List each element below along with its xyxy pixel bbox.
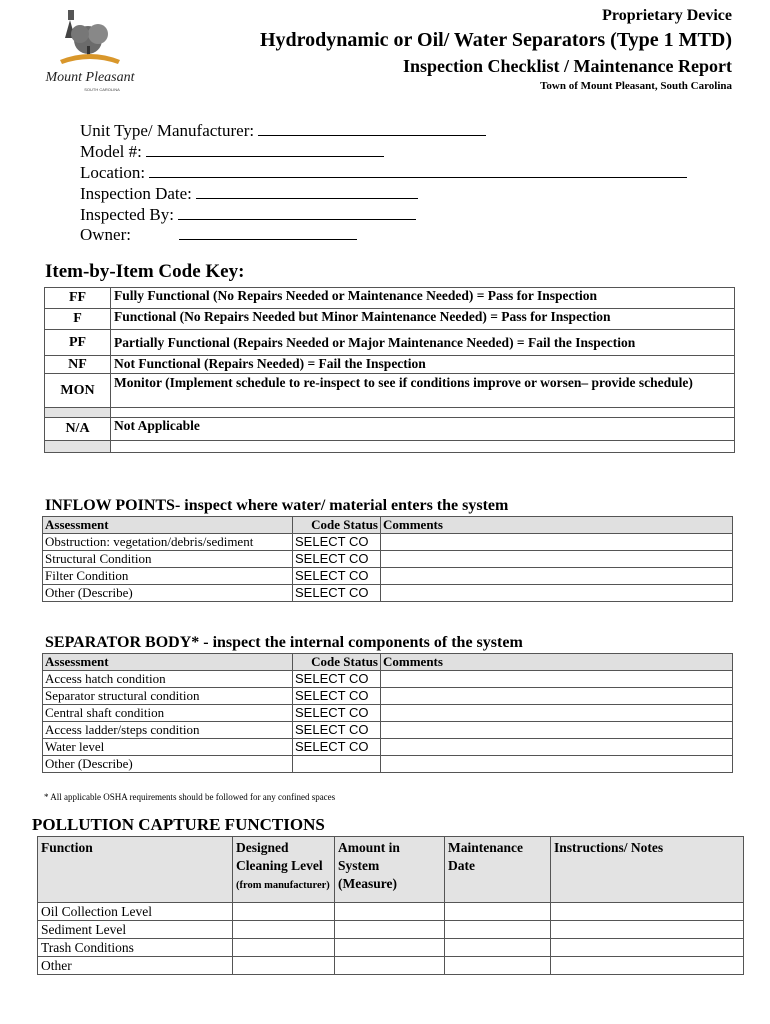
code-key-table: [44, 287, 735, 453]
designed-input[interactable]: [233, 939, 335, 957]
designed-header: [233, 837, 335, 903]
maintenance-date-header: Maintenance Date: [445, 837, 551, 903]
comment-input[interactable]: [381, 739, 733, 756]
code-status-select[interactable]: SELECT CO: [293, 551, 381, 568]
assessment-cell: Other (Describe): [43, 756, 293, 773]
separator-table: [42, 653, 733, 773]
model-blank[interactable]: [146, 142, 384, 157]
pollution-header-row: [38, 837, 744, 903]
owner-field[interactable]: [80, 224, 357, 245]
maintenance-date-input[interactable]: [445, 957, 551, 975]
table-row: [38, 921, 744, 939]
comments-header: Comments: [381, 517, 733, 534]
table-row: [38, 957, 744, 975]
code-row-nf: [45, 356, 735, 374]
code-row-ff: [45, 288, 735, 309]
table-row: [43, 585, 733, 602]
notes-input[interactable]: [551, 903, 744, 921]
separator-header-row: [43, 654, 733, 671]
comment-input[interactable]: [381, 756, 733, 773]
table-row: [43, 551, 733, 568]
assessment-header: Assessment: [43, 517, 293, 534]
code-row-blank: [45, 408, 735, 418]
desc-cell: Not Applicable: [111, 418, 735, 441]
table-row: [43, 756, 733, 773]
code-status-header: Code Status: [293, 517, 381, 534]
assessment-cell: Filter Condition: [43, 568, 293, 585]
assessment-cell: Other (Describe): [43, 585, 293, 602]
table-row: [43, 568, 733, 585]
assessment-cell: Separator structural condition: [43, 688, 293, 705]
assessment-cell: Water level: [43, 739, 293, 756]
code-row-blank: [45, 441, 735, 453]
table-row: [38, 903, 744, 921]
town-name: Town of Mount Pleasant, South Carolina: [540, 80, 732, 92]
table-row: [43, 739, 733, 756]
desc-cell: Fully Functional (No Repairs Needed or Maintenance Needed) = Pass for Inspection: [111, 288, 735, 309]
table-row: [43, 705, 733, 722]
function-cell: Oil Collection Level: [38, 903, 233, 921]
svg-text:SOUTH CAROLINA: SOUTH CAROLINA: [84, 87, 120, 92]
comment-input[interactable]: [381, 551, 733, 568]
function-header: Function: [38, 837, 233, 903]
comment-input[interactable]: [381, 671, 733, 688]
code-status-select[interactable]: SELECT CO: [293, 568, 381, 585]
designed-header-label: Designed Cleaning Level: [236, 840, 323, 873]
page-subtitle: Inspection Checklist / Maintenance Report: [403, 56, 732, 76]
maintenance-date-input[interactable]: [445, 921, 551, 939]
spacer-cell: [45, 441, 111, 453]
model-label: Model #:: [80, 142, 147, 161]
designed-input[interactable]: [233, 921, 335, 939]
location-blank[interactable]: [149, 163, 687, 178]
amount-header: Amount in System (Measure): [335, 837, 445, 903]
code-row-na: [45, 418, 735, 441]
amount-input[interactable]: [335, 939, 445, 957]
code-status-select[interactable]: SELECT CO: [293, 671, 381, 688]
inflow-header-row: [43, 517, 733, 534]
table-row: [43, 534, 733, 551]
spacer-cell: [111, 408, 735, 418]
svg-text:Mount Pleasant: Mount Pleasant: [45, 70, 135, 85]
comment-input[interactable]: [381, 568, 733, 585]
pollution-title: POLLUTION CAPTURE FUNCTIONS: [32, 815, 325, 834]
comment-input[interactable]: [381, 722, 733, 739]
location-field[interactable]: [80, 162, 687, 183]
spacer-cell: [45, 408, 111, 418]
notes-input[interactable]: [551, 939, 744, 957]
inspected-by-label: Inspected By:: [80, 205, 179, 224]
comment-input[interactable]: [381, 688, 733, 705]
designed-input[interactable]: [233, 903, 335, 921]
inflow-title: INFLOW POINTS- inspect where water/ material enters the system: [45, 497, 509, 514]
code-status-select[interactable]: SELECT CO: [293, 585, 381, 602]
code-row-mon: [45, 374, 735, 408]
device-type: Proprietary Device: [602, 7, 732, 24]
pollution-table: [37, 836, 744, 975]
code-status-select[interactable]: SELECT CO: [293, 534, 381, 551]
osha-note: * All applicable OSHA requirements should be followed for any confined spaces: [44, 792, 336, 802]
unit-type-field[interactable]: [80, 120, 486, 141]
code-status-select[interactable]: SELECT CO: [293, 705, 381, 722]
code-row-f: [45, 309, 735, 330]
amount-input[interactable]: [335, 957, 445, 975]
code-cell: FF: [45, 288, 111, 309]
page-title: Hydrodynamic or Oil/ Water Separators (Type 1 MTD): [259, 29, 732, 51]
comment-input[interactable]: [381, 534, 733, 551]
maintenance-date-input[interactable]: [445, 939, 551, 957]
owner-label: Owner:: [80, 225, 131, 244]
code-cell: MON: [45, 374, 111, 408]
owner-blank[interactable]: [179, 225, 357, 240]
comment-input[interactable]: [381, 705, 733, 722]
table-row: [38, 939, 744, 957]
inspection-date-blank[interactable]: [196, 184, 418, 199]
notes-input[interactable]: [551, 921, 744, 939]
spacer-cell: [111, 441, 735, 453]
desc-cell: Functional (No Repairs Needed but Minor Maintenance Needed) = Pass for Inspection: [111, 309, 735, 330]
code-key-title: Item-by-Item Code Key:: [45, 261, 245, 282]
amount-input[interactable]: [335, 903, 445, 921]
designed-header-note: (from manufacturer): [236, 880, 330, 891]
assessment-cell: Access ladder/steps condition: [43, 722, 293, 739]
model-field[interactable]: [80, 141, 384, 162]
separator-title: SEPARATOR BODY* - inspect the internal components of the system: [45, 634, 523, 651]
code-row-pf: [45, 330, 735, 356]
table-row: [43, 722, 733, 739]
assessment-cell: Central shaft condition: [43, 705, 293, 722]
assessment-header: Assessment: [43, 654, 293, 671]
location-label: Location:: [80, 163, 150, 182]
code-cell: F: [45, 309, 111, 330]
inflow-table: [42, 516, 733, 602]
code-status-select[interactable]: SELECT CO: [293, 739, 381, 756]
code-cell: NF: [45, 356, 111, 374]
amount-input[interactable]: [335, 921, 445, 939]
assessment-cell: Access hatch condition: [43, 671, 293, 688]
assessment-cell: Structural Condition: [43, 551, 293, 568]
notes-header: Instructions/ Notes: [551, 837, 744, 903]
town-logo: [40, 8, 140, 96]
maintenance-date-input[interactable]: [445, 903, 551, 921]
function-cell: Sediment Level: [38, 921, 233, 939]
inspected-by-field[interactable]: [80, 204, 416, 225]
code-cell: N/A: [45, 418, 111, 441]
comments-header: Comments: [381, 654, 733, 671]
function-cell: Other: [38, 957, 233, 975]
inspection-date-label: Inspection Date:: [80, 184, 197, 203]
code-status-header: Code Status: [293, 654, 381, 671]
code-status-select[interactable]: [293, 756, 381, 773]
unit-type-label: Unit Type/ Manufacturer:: [80, 121, 259, 140]
function-cell: Trash Conditions: [38, 939, 233, 957]
table-row: [43, 671, 733, 688]
inspection-date-field[interactable]: [80, 183, 418, 204]
assessment-cell: Obstruction: vegetation/debris/sediment: [43, 534, 293, 551]
code-status-select[interactable]: SELECT CO: [293, 688, 381, 705]
comment-input[interactable]: [381, 585, 733, 602]
desc-cell: Partially Functional (Repairs Needed or Major Maintenance Needed) = Fail the Inspection: [111, 330, 735, 356]
unit-type-blank[interactable]: [258, 121, 486, 136]
inspected-by-blank[interactable]: [178, 205, 416, 220]
notes-input[interactable]: [551, 957, 744, 975]
code-cell: PF: [45, 330, 111, 356]
desc-cell: Monitor (Implement schedule to re-inspect to see if conditions improve or worsen– provide schedule): [111, 374, 735, 408]
designed-input[interactable]: [233, 957, 335, 975]
code-status-select[interactable]: SELECT CO: [293, 722, 381, 739]
table-row: [43, 688, 733, 705]
desc-cell: Not Functional (Repairs Needed) = Fail the Inspection: [111, 356, 735, 374]
